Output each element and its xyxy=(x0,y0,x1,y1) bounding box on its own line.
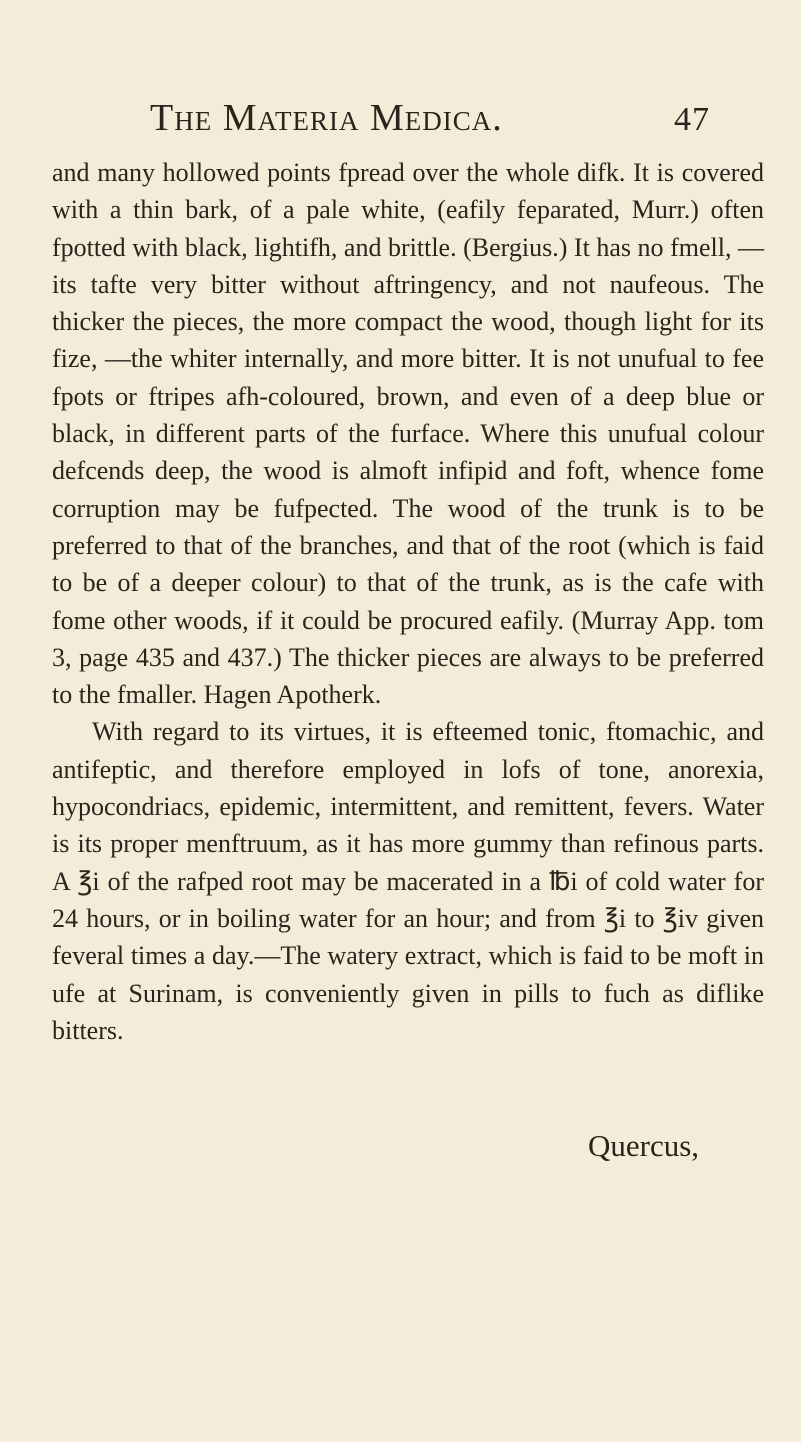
paragraph: With regard to its virtues, it is efteemed tonic, ftomachic, and antifeptic, and therefore employed in lofs of tone, anorexia, hypocondriacs, epidemic, intermittent, and remittent, fevers. Water is its proper menftruum, as it has more gummy than refinous parts. A ℥i of the rafped root may be macerated in a ℔i of cold water for 24 hours, or in boiling water for an hour; and from ℥i to ℥iv given feveral times a day.—The watery extract, which is faid to be moft in ufe at Surinam, is conveniently given in pills to fuch as diflike bitters. xyxy=(52,717,764,1045)
page-number: 47 xyxy=(674,101,710,138)
catchword: Quercus, xyxy=(588,1128,700,1163)
running-header xyxy=(150,96,710,140)
paragraph: and many hollowed points fpread over the whole difk. It is covered with a thin bark, of a pale white, (eafily feparated, Murr.) often fpotted with black, lightifh, and brittle. (Bergius.) It has no fmell, — its tafte very bitter without aftringency, and not naufeous. The thicker the pieces, the more compact the wood, though light for its fize, —the whiter internally, and more bitter. It is not unufual to fee fpots or ftripes afh-coloured, brown, and even of a deep blue or black, in different parts of the furface. Where this unufual colour defcends deep, the wood is almoft infipid and foft, whence fome corruption may be fufpected. The wood of the trunk is to be preferred to that of the branches, and that of the root (which is faid to be of a deeper colour) to that of the trunk, as is the cafe with fome other woods, if it could be procured eafily. (Murray App. tom 3, page 435 and 437.) The thicker pieces are always to be preferred to the fmaller. Hagen Apotherk. xyxy=(52,158,764,710)
running-title: The Materia Medica. xyxy=(150,97,503,139)
body-text xyxy=(52,154,764,1049)
